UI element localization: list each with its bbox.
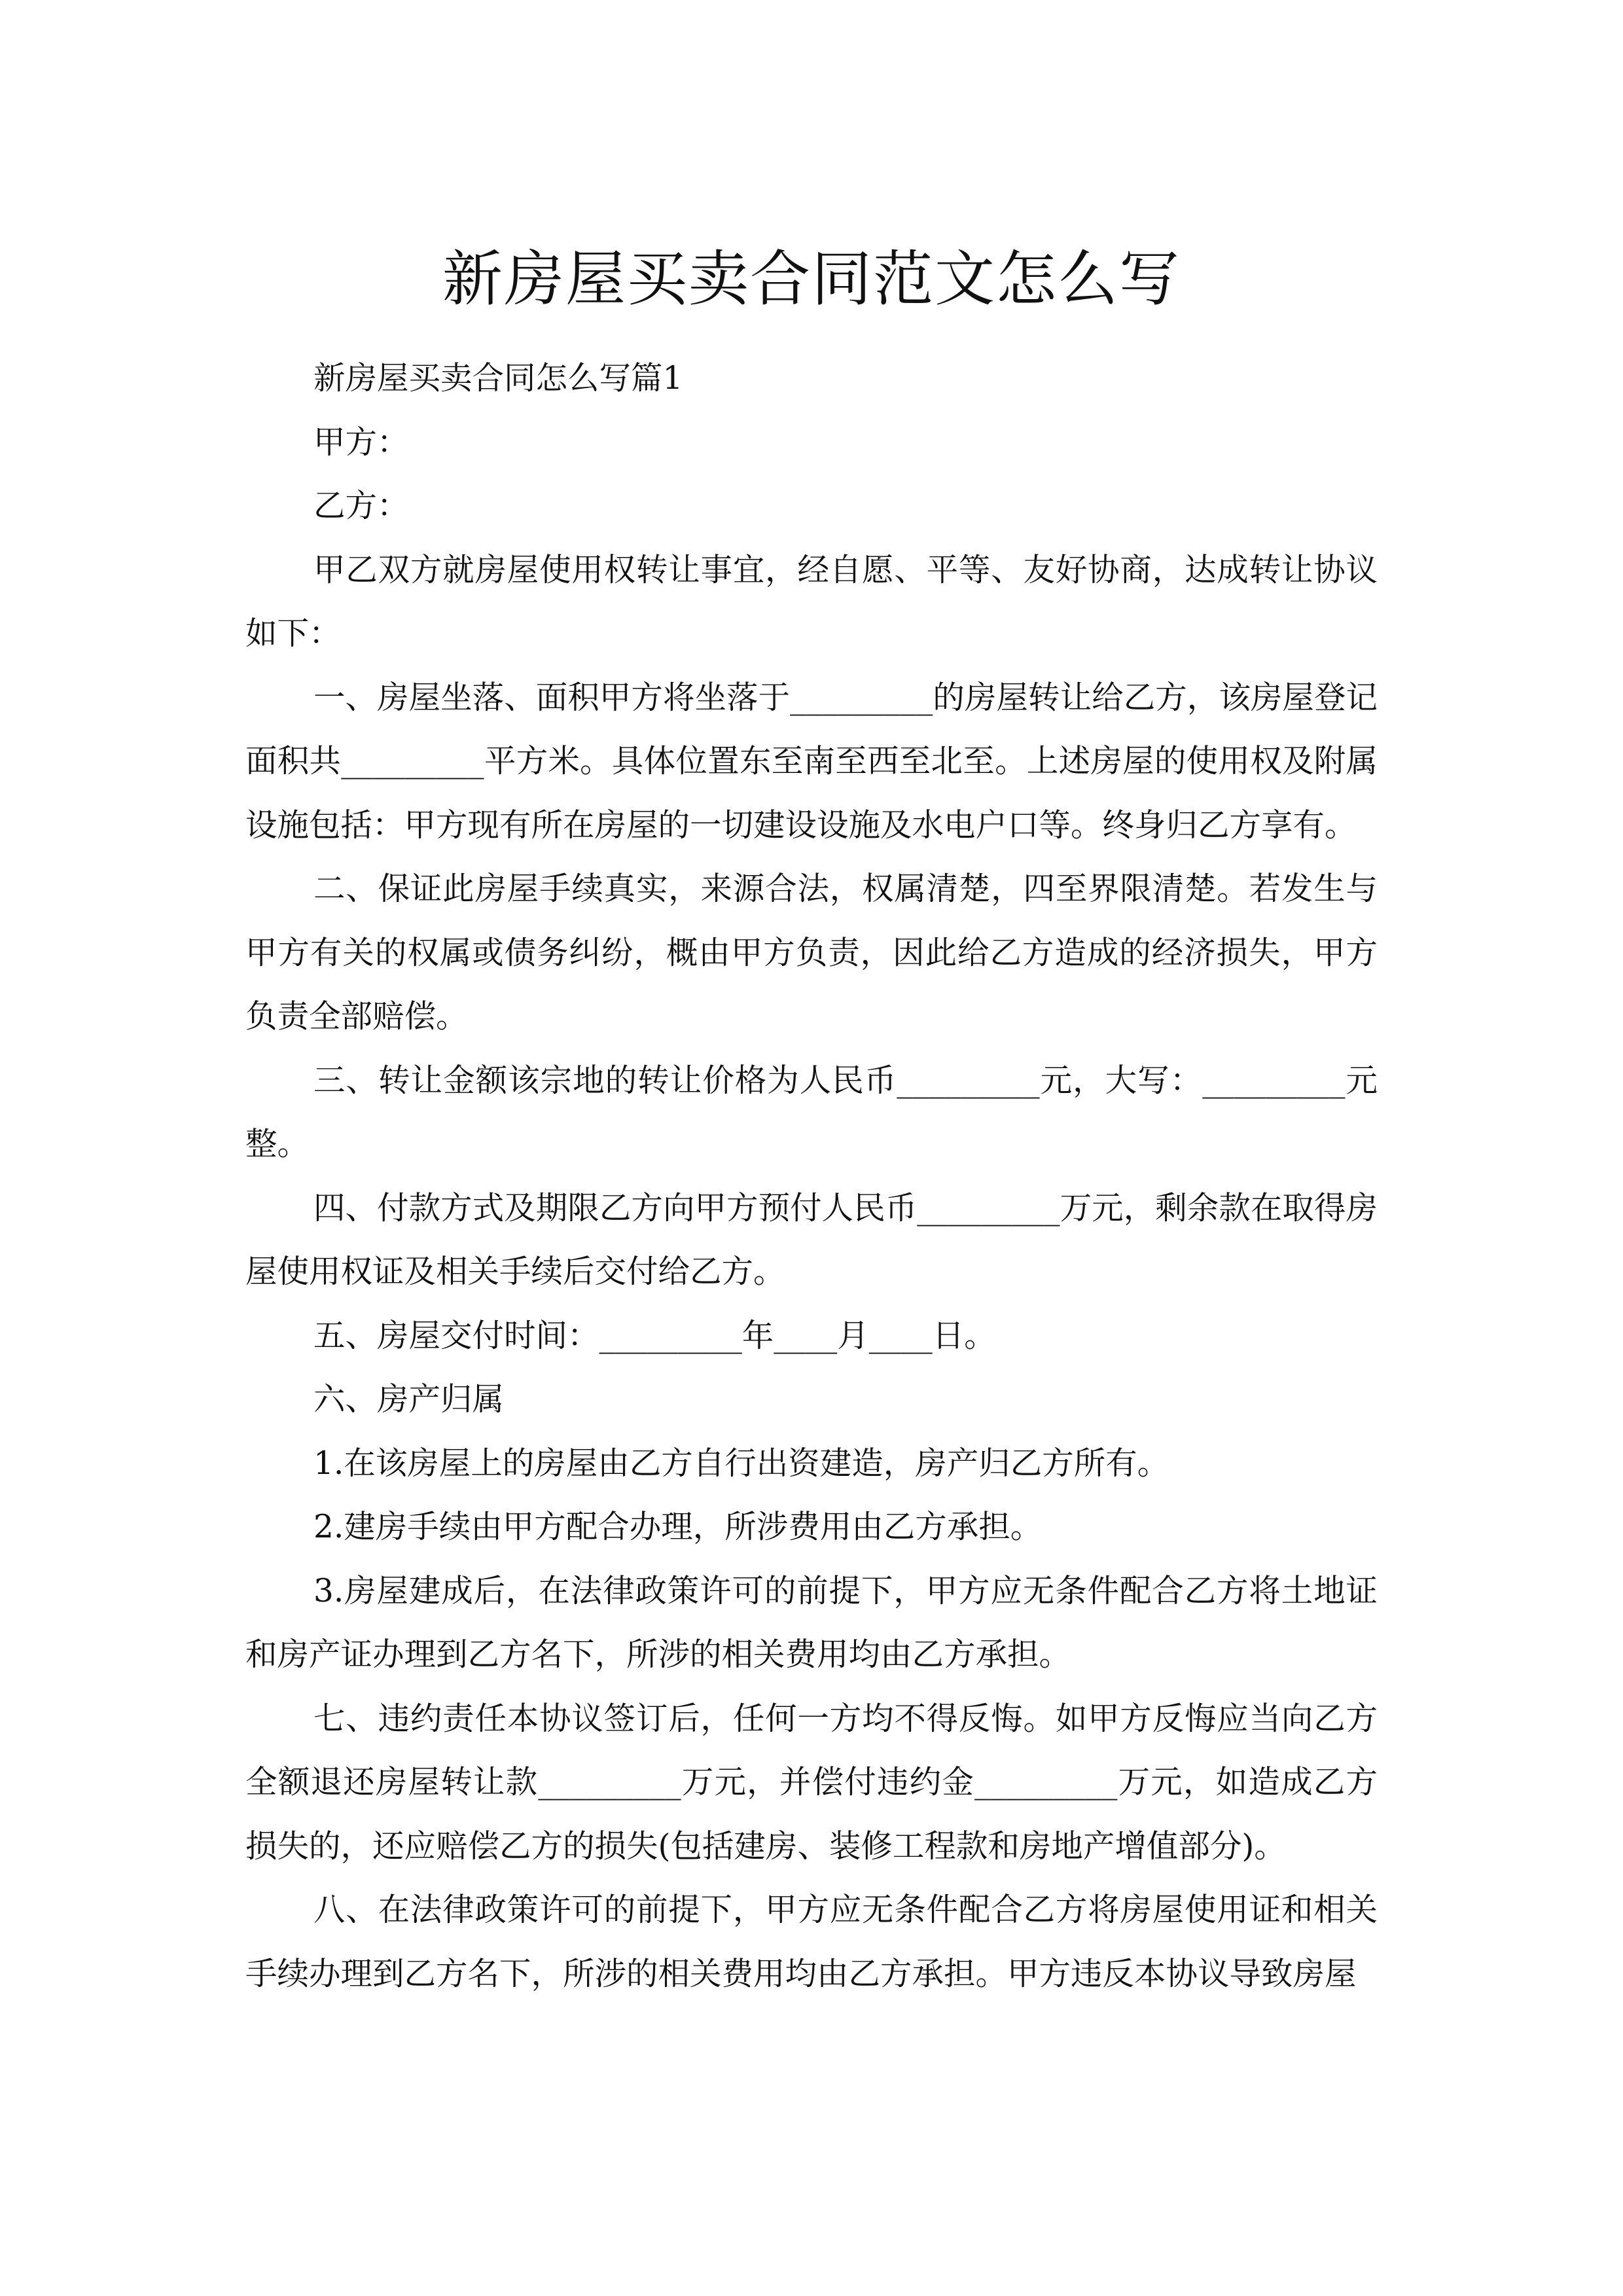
clause-6-item-2: 2.建房手续由甲方配合办理，所涉费用由乙方承担。 [313,1509,1043,1545]
clause-6-item-3: 3.房屋建成后，在法律政策许可的前提下，甲方应无条件配合乙方将土地证和房产证办理到乙方名下，所涉的相关费用均由乙方承担。 [245,1572,1378,1673]
clause-5-delivery-date: 五、房屋交付时间：_________年____月____日。 [313,1317,996,1354]
clause-6-heading-ownership: 六、房产归属 [313,1381,505,1418]
party-b-line: 乙方： [313,488,409,524]
document-body [245,347,1378,2006]
clause-8-legal-compliance: 八、在法律政策许可的前提下，甲方应无条件配合乙方将房屋使用证和相关手续办理到乙方名下，所涉的相关费用均由乙方承担。甲方违反本协议导致房屋 [245,1892,1378,1992]
clause-7-breach: 七、违约责任本协议签订后，任何一方均不得反悔。如甲方反悔应当向乙方全额退还房屋转让款_________万元，并偿付违约金_________万元，如造成乙方损失的，还应赔偿乙方的损失(包括建房、装修工程款和房地产增值部分)。 [245,1700,1378,1865]
clause-6-item-1: 1.在该房屋上的房屋由乙方自行出资建造，房产归乙方所有。 [313,1444,1169,1482]
section-heading: 新房屋买卖合同怎么写篇1 [313,360,683,397]
clause-3-transfer-amount: 三、转让金额该宗地的转让价格为人民币_________元，大写：_________元整。 [245,1062,1378,1162]
preamble-paragraph: 甲乙双方就房屋使用权转让事宜，经自愿、平等、友好协商，达成转让协议如下： [245,551,1378,652]
clause-2-guarantee: 二、保证此房屋手续真实，来源合法，权属清楚，四至界限清楚。若发生与甲方有关的权属或债务纠纷，概由甲方负责，因此给乙方造成的经济损失，甲方负责全部赔偿。 [245,870,1378,1035]
party-a-line: 甲方： [313,423,409,461]
document-title: 新房屋买卖合同范文怎么写 [442,243,1181,314]
clause-1-location-area: 一、房屋坐落、面积甲方将坐落于_________的房屋转让给乙方，该房屋登记面积共_________平方米。具体位置东至南至西至北至。上述房屋的使用权及附属设施包括：甲方现有所在房屋的一切建设设施及水电户口等。终身归乙方享有。 [245,679,1378,844]
clause-4-payment: 四、付款方式及期限乙方向甲方预付人民币_________万元，剩余款在取得房屋使用权证及相关手续后交付给乙方。 [245,1189,1378,1290]
